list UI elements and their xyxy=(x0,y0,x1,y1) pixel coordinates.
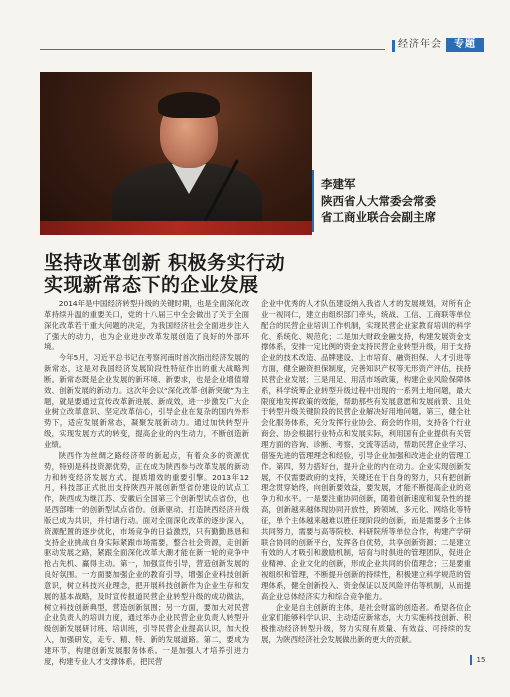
body-paragraph: 企业是自主创新的主体，是社会财富的创造者。希望各位企业家们能够科学认识、主动适应新常态，大力实施科技创新、积极推动经济转型升级，努力实现有质量、有效益、可持续的发展，为陕西经济社会发展做出新的更大的贡献。 xyxy=(261,602,471,645)
caption-name: 李建军 xyxy=(321,177,356,191)
photo-hair xyxy=(158,92,220,118)
speaker-photo xyxy=(40,72,312,235)
body-column-right xyxy=(261,299,471,646)
body-paragraph: 2014年是中国经济转型升级的关键时期，也是全面深化改革持续升温的重要关口，党的十八届三中全会做出了关于全面深化改革若干重大问题的决定，为我国经济社会全面进步注入了强大的动力，也为企业进步改革发展创造了良好的外部环境。 xyxy=(44,299,249,352)
article-title-line-1: 坚持改革创新 积极务实行动 xyxy=(44,252,286,274)
body-column-left xyxy=(44,299,249,668)
header-accent-bar xyxy=(392,40,395,52)
body-paragraph: 陕西作为丝绸之路经济带的新起点，有着众多的资源优势，特别是科技资源优势，正在成为陕西参与改革发展的新动力和转变经济发展方式、提质增效的重要引擎。2013年12月，科技部正式批出支持陕西开展创新型省份建设的试点工作，陕西成为继江苏、安徽后全国第三个创新型试点省份，也是西部唯一的创新型试点省份。创新驱动、打造陕西经济升级版已成为共识，并付诸行动。面对全面深化改革的逐步深入，资源配置的逐步优化，市场竞争的日益激烈，只有勤勤恳恳和支持企业挑战自身实际紧跟市场需要，整合社会资源，走创新驱动发展之路，紧跟全面深化改革大潮才能在新一轮的竞争中抢占先机、赢得主动。第一，加强宣传引导，营造创新发展的良好氛围。一方面要加强企业的教育引导，增强企业科技创新意识，树立科技兴业理念，把开展科技创新作为企业生存和发展的基本战略，及时宣传报道民营企业转型升级的成功做法，树立科技创新典型，营造创新氛围；另一方面，要加大对民营企业负责人的培训力度，通过举办企业民营企业负责人转型升级创新发展研讨班、培训班，引导民营企业提高认识，加大投入，加强研发，走专、精、特、新的发展道路。第二，要成为建环节，构建创新发展服务体系。一是加强人才培养引进力度，构建专业人才支撑体系，把民营 xyxy=(44,450,249,666)
header-section-label: 经济年会 xyxy=(398,39,442,50)
body-paragraph: 今年5月，习近平总书记在考察河南时首次指出经济发展的新常态，这是对我国经济发展阶段性特征作出的重大战略判断。新常态既是企业发展的新环境、新要求，也是企业增值增效、创新发展的新动力。这次年会以“深化改革·创新突破”为主题，就是要通过宣传改革新进展、新成效，进一步激发广大企业树立改革意识、坚定改革信心，引导企业在复杂的国内外形势下，适应发展新常态，凝聚发展新动力。通过加快转型升级，实现发展方式的转变，提高企业的內生动力，不断创造新业绩。 xyxy=(44,353,249,449)
header-rule xyxy=(40,49,385,50)
photo-red-banner xyxy=(40,221,312,235)
page-number: 15 xyxy=(470,655,488,665)
header-topic-tag: 专题 xyxy=(446,38,484,52)
body-paragraph: 企业中优秀的人才队伍建设纳入我省人才的发展规划，对所有企业一视同仁，建立由组织部门牵头，统战、工信、工商联等单位配合的民营企业培训工作机制，实现民营企业家教育培训的科学化、系统化、规范化；二是加大财政金融支持，构建发展资金支撑体系，安排一定比例的资金支持民营企业转型升级，用于支持企业的技术改造、品牌建设、上市培育、融资担保、人才引进等方面，健全融资担保制度，完善知识产权等无形资产评估，扶持民营企业发展；三是用足、用活市场政策，构建企业风险保障体系，科学统筹企业转型升级过程中出现的一系列土地问题，最大限度地发挥政策的效能，帮助那些有发展意愿和发展前景、且处于转型升级关键阶段的民营企业解决好用地问题。第三，健全社会化服务体系，充分发挥行业协会、商会的作用，支持各个行业商会、协会根据行业特点和发展实际，利用国有企业提供有关管理方面的咨询、诊断、考察、交流等活动，帮助民营企业学习、借鉴先进的管理理念和经验，引导企业加强和改进企业的管理工作。第四，努力搭好台，提升企业的内在动力。企业实现创新发展，不仅需要政府的支持，关键还在于自身的努力，只有把创新理念贯穿始终，向创新要效益，要发展，才能不断提高企业的竞争力和水平。一是要注重协同创新，随着创新速度和复杂性的提高，创新越来越体现协同开放性，跨领域、多元化、网络化等特征，单个主体越来越难以胜任现阶段的创新，而是需要多个主体共同努力，需要与高等院校、科研院所等单位合作，构建产学研联合协同的创新平台，发挥各自优势，共享创新资源；二是建立有效的人才吸引和激励机制，培育与时俱进的管理团队，促进企业精神、企业文化的创新，形成企业共同的价值理念；三是要重视组织和管理，不断提升创新的持续性，积极建立科学规范的管理体系，健全创新投入、资金保证以及风险评估等机制，从而提高企业总体经济实力和综合竞争能力。 xyxy=(261,299,471,601)
caption-title-1: 陕西省人大常委会常委 xyxy=(321,194,436,208)
article-title-line-2: 实现新常态下的企业发展 xyxy=(44,274,259,296)
caption-accent-rule xyxy=(312,170,314,232)
caption-title-2: 省工商业联合会副主席 xyxy=(321,210,436,224)
